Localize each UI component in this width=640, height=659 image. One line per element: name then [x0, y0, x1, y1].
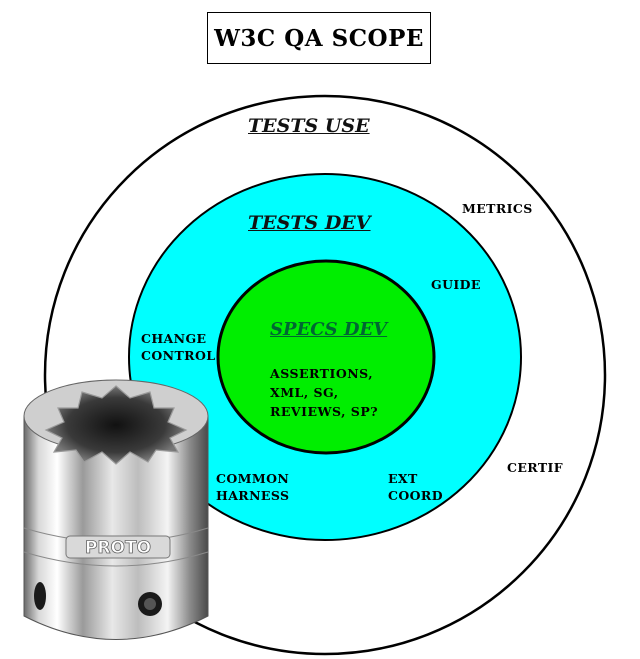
change-control-line: CHANGE — [141, 331, 207, 346]
specs-dev-label: SPECS DEV — [270, 319, 388, 340]
ext-coord-line: EXT — [388, 471, 418, 486]
ext-coord-label — [388, 470, 443, 504]
ext-coord-line: COORD — [388, 488, 443, 503]
page-title: W3C QA SCOPE — [207, 12, 431, 64]
common-harness-line: COMMON — [216, 471, 290, 486]
certif-label: CERTIF — [507, 460, 564, 475]
core-item: XML, SG, — [270, 385, 339, 400]
metrics-label: METRICS — [462, 201, 533, 216]
change-control-label — [141, 330, 215, 364]
common-harness-line: HARNESS — [216, 488, 290, 503]
inner-ring — [218, 261, 434, 453]
socket-wrench-icon — [18, 378, 214, 654]
common-harness-label — [216, 470, 289, 504]
change-control-line: CONTROL — [141, 348, 216, 363]
socket-brand: PROTO — [84, 538, 152, 558]
tests-use-label: TESTS USE — [248, 115, 370, 137]
core-item: REVIEWS, SP? — [270, 404, 379, 419]
core-item: ASSERTIONS, — [270, 366, 374, 381]
tests-dev-label: TESTS DEV — [248, 212, 371, 234]
guide-label: GUIDE — [431, 277, 481, 292]
